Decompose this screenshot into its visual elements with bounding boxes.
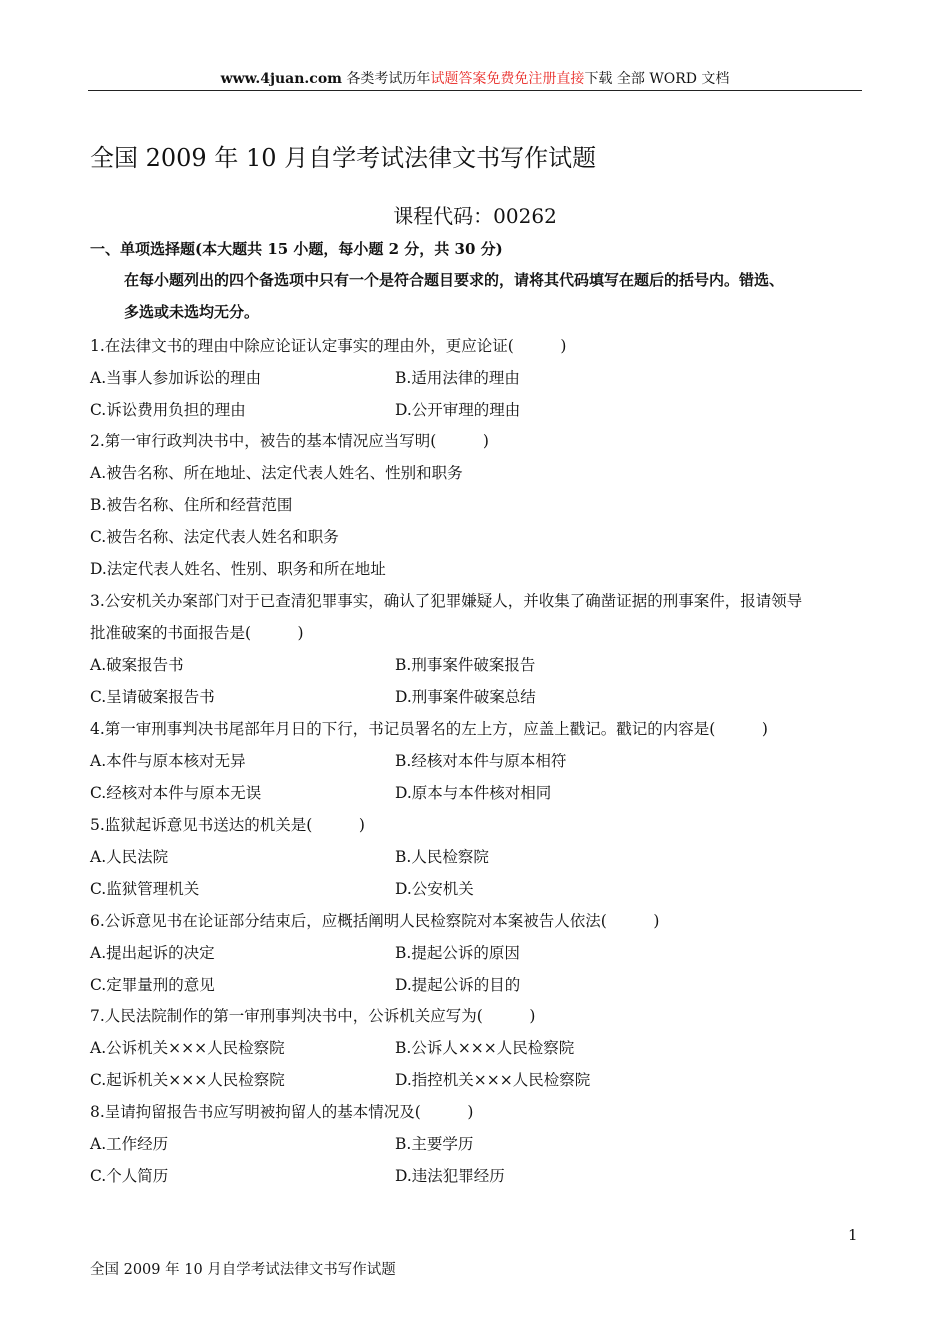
option-c: C.经核对本件与原本无误 [90,784,262,802]
header-rule [88,90,862,91]
question-stem: 8.呈请拘留报告书应写明被拘留人的基本情况及( ) [90,1103,474,1121]
question-stem: 1.在法律文书的理由中除应论证认定事实的理由外，更应论证( ) [90,337,567,355]
option-c: C.呈请破案报告书 [90,688,215,706]
option-b: B.主要学历 [395,1135,474,1153]
option-a: A.本件与原本核对无异 [90,752,246,770]
option-b: B.经核对本件与原本相符 [395,752,567,770]
option-a: A.提出起诉的决定 [90,944,215,962]
question-stem: 2.第一审行政判决书中，被告的基本情况应当写明( ) [90,432,489,450]
page-title: 全国 2009 年 10 月自学考试法律文书写作试题 [90,144,597,172]
option-b: B.提起公诉的原因 [395,944,520,962]
option-c: C.个人简历 [90,1167,169,1185]
option-d: D.公安机关 [395,880,474,898]
option-d: D.法定代表人姓名、性别、职务和所在地址 [90,560,386,578]
header-text: 各类考试历年 [341,71,431,87]
option-d: D.公开审理的理由 [395,401,521,419]
section-heading: 一、单项选择题(本大题共 15 小题，每小题 2 分，共 30 分) [90,240,503,258]
option-b: B.公诉人×××人民检察院 [395,1039,575,1057]
option-a: A.被告名称、所在地址、法定代表人姓名、性别和职务 [90,464,463,482]
section-instruction-line2: 多选或未选均无分。 [124,303,260,321]
option-c: C.诉讼费用负担的理由 [90,401,246,419]
option-b: B.刑事案件破案报告 [395,656,536,674]
option-c: C.定罪量刑的意见 [90,976,215,994]
option-d: D.违法犯罪经历 [395,1167,505,1185]
question-stem: 5.监狱起诉意见书送达的机关是( ) [90,816,365,834]
page-footer: 全国 2009 年 10 月自学考试法律文书写作试题 [90,1262,396,1278]
site-url: www.4juan.com [220,71,342,87]
question-stem-continued: 批准破案的书面报告是( ) [90,624,304,642]
page-header [0,68,950,88]
header-text-after: 下载 全部 WORD 文档 [584,71,730,87]
option-d: D.刑事案件破案总结 [395,688,536,706]
option-a: A.工作经历 [90,1135,169,1153]
question-stem: 3.公安机关办案部门对于已查清犯罪事实，确认了犯罪嫌疑人，并收集了确凿证据的刑事案件，报请领导 [90,592,803,610]
page-number: 1 [848,1226,858,1244]
question-stem: 4.第一审刑事判决书尾部年月日的下行，书记员署名的左上方，应盖上戳记。戳记的内容是( ) [90,720,768,738]
option-b: B.被告名称、住所和经营范围 [90,496,293,514]
option-d: D.原本与本件核对相同 [395,784,552,802]
option-d: D.指控机关×××人民检察院 [395,1071,591,1089]
question-stem: 6.公诉意见书在论证部分结束后，应概括阐明人民检察院对本案被告人依法( ) [90,912,660,930]
option-d: D.提起公诉的目的 [395,976,521,994]
option-a: A.公诉机关×××人民检察院 [90,1039,285,1057]
option-c: C.监狱管理机关 [90,880,200,898]
section-instruction-line1: 在每小题列出的四个备选项中只有一个是符合题目要求的，请将其代码填写在题后的括号内。错选、 [124,271,785,289]
option-c: C.被告名称、法定代表人姓名和职务 [90,528,339,546]
course-code: 课程代码：00262 [393,204,557,228]
option-c: C.起诉机关×××人民检察院 [90,1071,285,1089]
question-stem: 7.人民法院制作的第一审刑事判决书中，公诉机关应写为( ) [90,1007,536,1025]
option-b: B.适用法律的理由 [395,369,520,387]
option-b: B.人民检察院 [395,848,489,866]
header-highlight: 试题答案免费免注册直接 [430,71,585,87]
option-a: A.破案报告书 [90,656,184,674]
option-a: A.人民法院 [90,848,169,866]
option-a: A.当事人参加诉讼的理由 [90,369,262,387]
